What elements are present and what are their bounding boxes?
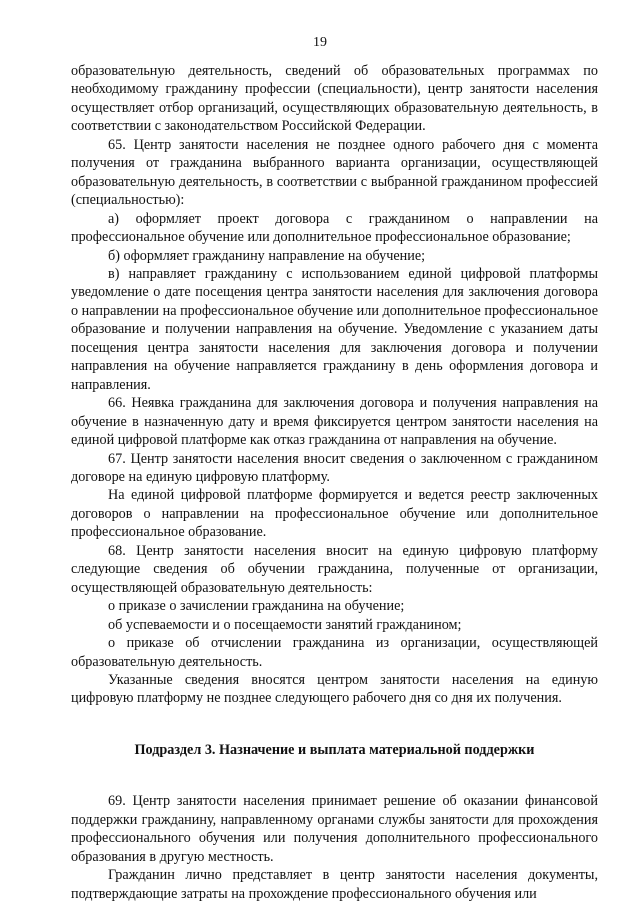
section-heading: Подраздел 3. Назначение и выплата материальной поддержки — [134, 741, 535, 758]
paragraph-69-documents: Гражданин лично представляет в центр занятости населения документы, подтверждающие затраты на прохождение профессионального обучения или — [71, 867, 598, 902]
paragraph-67-registry: На единой цифровой платформе формируется и ведется реестр заключенных договоров о направлении на профессиональное обучение или дополнительное профессиональное образование. — [71, 487, 598, 541]
paragraph-69: 69. Центр занятости населения принимает решение об оказании финансовой поддержки гражданину, направленному органами службы занятости для прохождения профессионального обучения или получения дополнительного профессионального образования в другую местность. — [71, 793, 598, 865]
paragraph-66: 66. Неявка гражданина для заключения договора и получения направления на обучение в назначенную дату и время фиксируется центром занятости населения на единой цифровой платформе как отказ гражданина от направления на обучение. — [71, 395, 598, 449]
paragraph-68-deadline: Указанные сведения вносятся центром занятости населения на единую цифровую платформу не позднее следующего рабочего дня со дня их получения. — [71, 671, 598, 707]
paragraph-68-progress: об успеваемости и о посещаемости занятий гражданином; — [108, 616, 462, 633]
paragraph-68-expulsion: о приказе об отчислении гражданина из организации, осуществляющей образовательную деятельность. — [71, 635, 598, 670]
paragraph-68-enrollment: о приказе о зачислении гражданина на обучение; — [108, 598, 405, 615]
document-body — [71, 62, 598, 903]
paragraph-65-item-v: в) направляет гражданину с использованием единой цифровой платформы уведомление о дате посещения центра занятости населения для заключения договора о направлении на профессиональное обучение или дополнительное профессиональное образование и получении направления на обучение. Уведомление с указанием даты посещения центра занятости населения для заключения договора и получении направления на обучение направляется гражданину в день оформления договора и направления. — [71, 265, 598, 393]
page-number: 19 — [313, 35, 327, 50]
paragraph-68: 68. Центр занятости населения вносит на единую цифровую платформу следующие сведения об обучении гражданина, полученные от организации, осуществляющей образовательную деятельность: — [71, 542, 598, 596]
paragraph-65: 65. Центр занятости населения не позднее одного рабочего дня с момента получения от гражданина выбранного варианта организации, осуществляющей образовательную деятельность, в соответствии с выбранной гражданином профессией (специальностью): — [71, 136, 598, 209]
paragraph-continuation: образовательную деятельность, сведений об образовательных программах по необходимому гражданину профессии (специальности), центр занятости населения осуществляет отбор организаций, осуществляющих образовательную деятельность, в соответствии с законодательством Российской Федерации. — [71, 63, 598, 135]
paragraph-67: 67. Центр занятости населения вносит сведения о заключенном с гражданином договоре на единую цифровую платформу. — [71, 450, 598, 485]
paragraph-65-item-a: а) оформляет проект договора с гражданином о направлении на профессиональное обучение или дополнительное профессиональное образование; — [71, 210, 598, 246]
paragraph-65-item-b: б) оформляет гражданину направление на обучение; — [108, 247, 426, 264]
